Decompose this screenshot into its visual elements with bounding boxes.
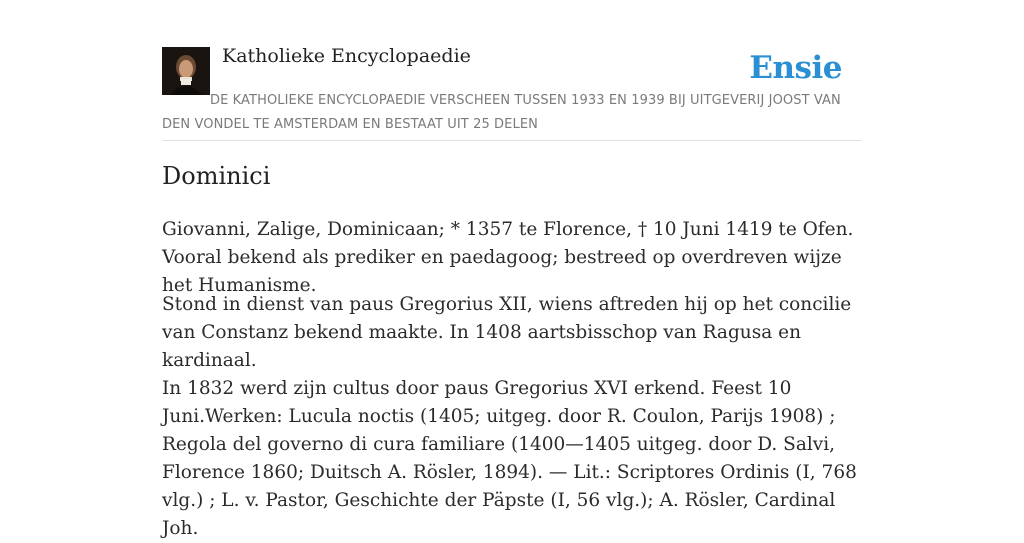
page xyxy=(162,0,862,539)
article-paragraph: Giovanni, Zalige, Dominicaan; * 1357 te Florence, † 10 Juni 1419 te Ofen. Vooral bekend als prediker en paedagoog; bestreed op overdreven wijze het Humanisme. xyxy=(162,219,854,296)
article-paragraph: In 1832 werd zijn cultus door paus Gregorius XVI erkend. Feest 10 Juni.Werken: Lucula noctis (1405; uitgeg. door R. Coulon, Parijs 1908) ; Regola del governo di cura familiare (1400—1405 uitgeg. door D. Salvi, Florence 1860; Duitsch A. Rösler, 1894). — Lit.: Scriptores Ordinis (I, 768 vlg.) ; L. v. Pastor, Geschichte der Päpste (I, 56 vlg.); A. Rösler, Cardinal Joh. xyxy=(162,378,857,539)
site-title[interactable]: Katholieke Encyclopaedie xyxy=(222,45,471,67)
site-tagline: DE KATHOLIEKE ENCYCLOPAEDIE VERSCHEEN TUSSEN 1933 EN 1939 BIJ UITGEVERIJ JOOST VAN DEN VONDEL TE AMSTERDAM EN BESTAAT UIT 25 DELEN xyxy=(162,93,841,132)
brand-logo[interactable]: Ensie xyxy=(749,50,842,86)
article-title: Dominici xyxy=(162,162,271,190)
site-header xyxy=(162,0,862,141)
portrait-avatar-icon[interactable] xyxy=(162,47,210,95)
article-paragraph: Stond in dienst van paus Gregorius XII, wiens aftreden hij op het concilie van Constanz bekend maakte. In 1408 aartsbisschop van Ragusa en kardinaal. xyxy=(162,294,852,371)
